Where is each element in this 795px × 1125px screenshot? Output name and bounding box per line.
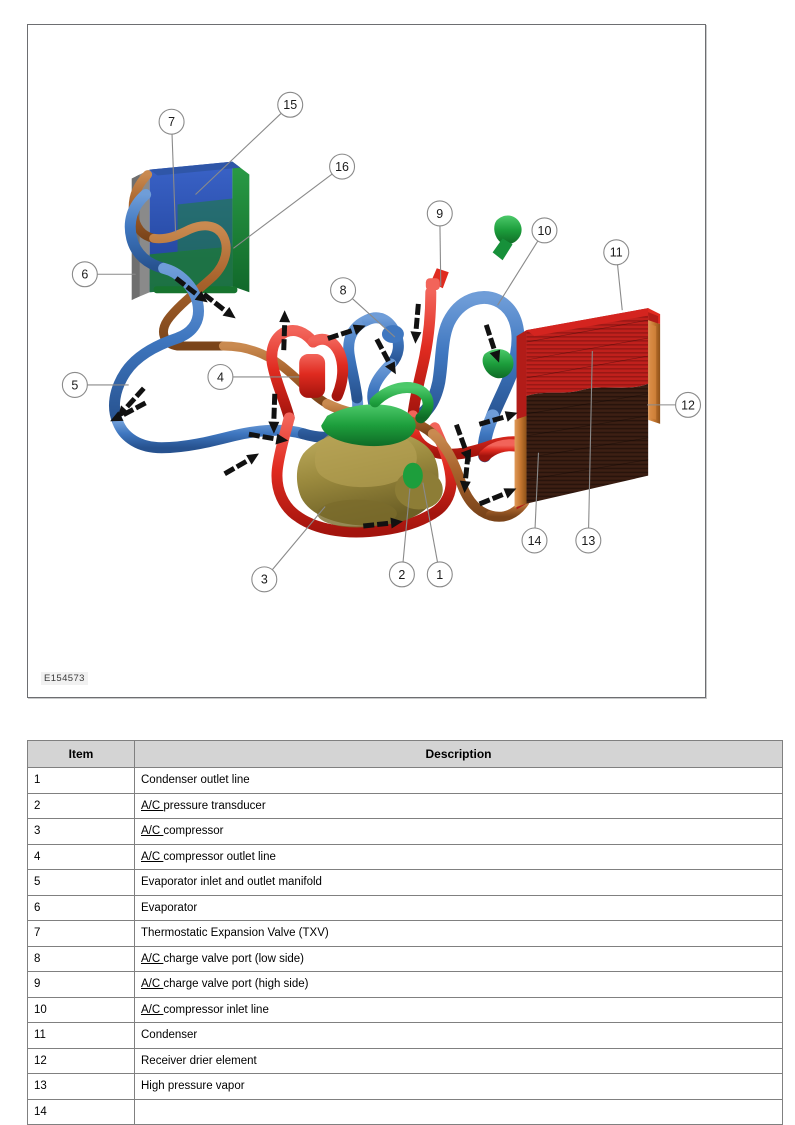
- callout-number: 7: [168, 115, 176, 130]
- legend-item-description: A/C compressor outlet line: [135, 844, 783, 870]
- callout-3: [252, 507, 325, 592]
- legend-item-description: Condenser outlet line: [135, 768, 783, 794]
- legend-item-description: A/C compressor inlet line: [135, 997, 783, 1023]
- column-header-description: Description: [135, 741, 783, 768]
- legend-item-number: 5: [28, 870, 135, 896]
- legend-header-row: [28, 741, 783, 768]
- callout-number: 8: [339, 283, 347, 298]
- figure-id-label: E154573: [41, 672, 88, 685]
- legend-item-number: 6: [28, 895, 135, 921]
- callout-16: [233, 154, 354, 248]
- acronym-ac[interactable]: A/C: [141, 978, 164, 991]
- callout-6: [72, 262, 135, 287]
- acronym-ac[interactable]: A/C: [141, 799, 164, 812]
- legend-item-number: 10: [28, 997, 135, 1023]
- acronym-ac[interactable]: A/C: [141, 850, 164, 863]
- legend-item-number: 13: [28, 1074, 135, 1100]
- legend-row: [28, 921, 783, 947]
- column-header-item: Item: [28, 741, 135, 768]
- legend-body: [28, 768, 783, 1125]
- legend-row: [28, 844, 783, 870]
- legend-row: [28, 895, 783, 921]
- legend-item-number: 11: [28, 1023, 135, 1049]
- legend-item-number: 9: [28, 972, 135, 998]
- callout-number: 10: [537, 223, 552, 238]
- callout-number: 2: [398, 567, 406, 582]
- callout-number: 13: [581, 533, 596, 548]
- callout-number: 14: [527, 533, 542, 548]
- callout-number: 5: [71, 378, 79, 393]
- ac-system-illustration: [28, 25, 705, 697]
- legend-item-description: A/C compressor: [135, 819, 783, 845]
- legend-item-number: 7: [28, 921, 135, 947]
- acronym-ac[interactable]: A/C: [141, 825, 164, 838]
- callout-number: 9: [436, 206, 444, 221]
- legend-row: [28, 870, 783, 896]
- legend-item-description: Evaporator: [135, 895, 783, 921]
- legend-item-description: Thermostatic Expansion Valve (TXV): [135, 921, 783, 947]
- legend-item-number: 14: [28, 1099, 135, 1125]
- legend-item-description: [135, 1099, 783, 1125]
- legend-item-description: A/C charge valve port (high side): [135, 972, 783, 998]
- legend-row: [28, 1023, 783, 1049]
- legend-row: [28, 997, 783, 1023]
- legend-item-description: Receiver drier element: [135, 1048, 783, 1074]
- legend-item-number: 3: [28, 819, 135, 845]
- condenser-assembly: [515, 308, 661, 509]
- legend-row: [28, 972, 783, 998]
- legend-row: [28, 768, 783, 794]
- legend-row: [28, 1074, 783, 1100]
- legend-item-number: 4: [28, 844, 135, 870]
- legend-row: [28, 946, 783, 972]
- callout-number: 3: [260, 572, 268, 587]
- callout-number: 15: [283, 98, 298, 113]
- legend-item-description: Condenser: [135, 1023, 783, 1049]
- callout-number: 1: [436, 567, 444, 582]
- acronym-ac[interactable]: A/C: [141, 952, 164, 965]
- legend-row: [28, 793, 783, 819]
- legend-item-number: 12: [28, 1048, 135, 1074]
- legend-row: [28, 1099, 783, 1125]
- callout-11: [604, 240, 629, 310]
- legend-item-number: 2: [28, 793, 135, 819]
- legend-item-number: 8: [28, 946, 135, 972]
- legend-row: [28, 1048, 783, 1074]
- callout-number: 16: [335, 159, 350, 174]
- callout-number: 12: [681, 398, 695, 413]
- legend-item-description: A/C charge valve port (low side): [135, 946, 783, 972]
- legend-table: [27, 740, 783, 1125]
- callout-number: 6: [81, 267, 89, 282]
- callout-number: 11: [609, 245, 623, 260]
- figure-panel: [27, 24, 706, 698]
- legend-item-number: 1: [28, 768, 135, 794]
- legend-item-description: Evaporator inlet and outlet manifold: [135, 870, 783, 896]
- legend-row: [28, 819, 783, 845]
- legend-item-description: A/C pressure transducer: [135, 793, 783, 819]
- legend-item-description: High pressure vapor: [135, 1074, 783, 1100]
- acronym-ac[interactable]: A/C: [141, 1003, 164, 1016]
- callout-number: 4: [216, 370, 224, 385]
